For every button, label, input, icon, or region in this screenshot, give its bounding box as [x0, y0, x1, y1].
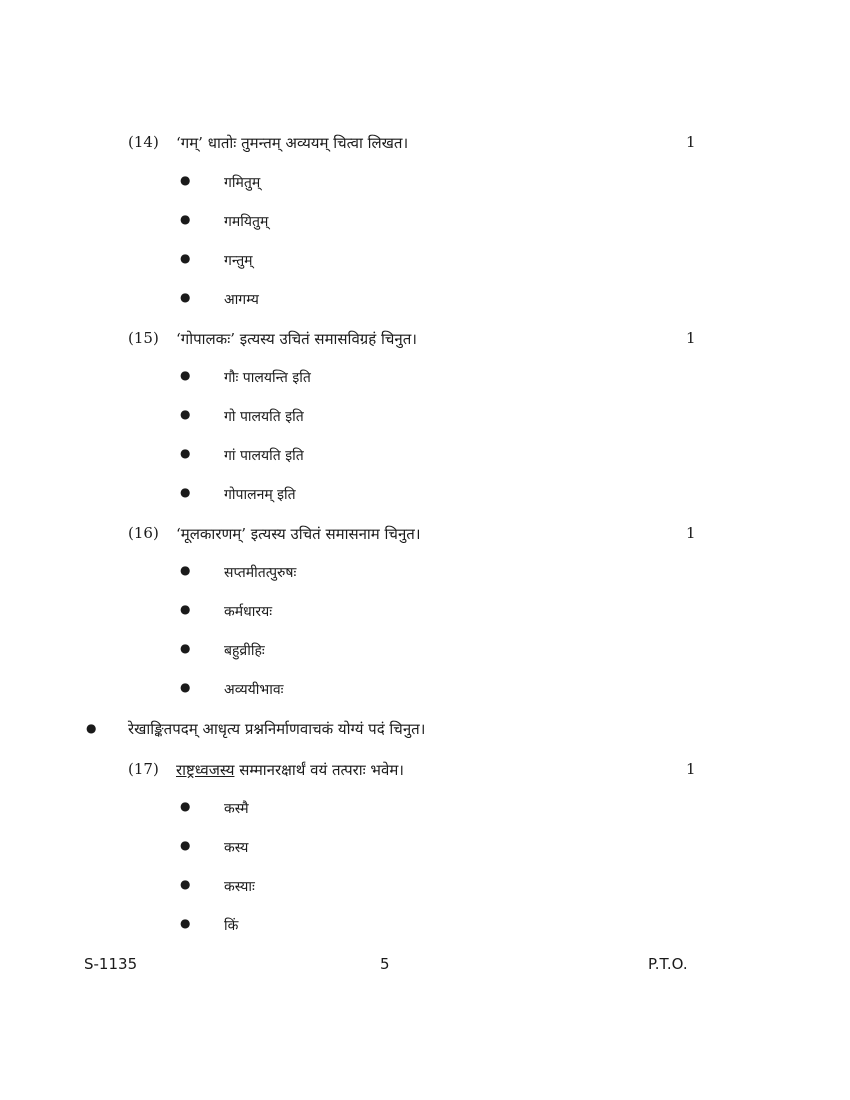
page-number: 5	[380, 955, 390, 973]
bullet-icon: ●	[180, 680, 191, 694]
question-marks: 1	[686, 133, 696, 151]
question-marks: 1	[686, 329, 696, 347]
bullet-icon: ●	[180, 173, 191, 187]
question-text: ‘मूलकारणम्’ इत्यस्य उचितं समासनाम चिनुत।	[176, 525, 421, 543]
bullet-icon: ●	[180, 563, 191, 577]
bullet-icon: ●	[180, 251, 191, 265]
question-marks: 1	[686, 760, 696, 778]
bullet-icon: ●	[180, 877, 191, 891]
bullet-icon: ●	[180, 407, 191, 421]
question-number: (17)	[128, 760, 159, 778]
paper-code: S-1135	[84, 955, 138, 973]
bullet-icon: ●	[180, 838, 191, 852]
question-text: राष्ट्रध्वजस्य सम्मानरक्षार्थं वयं तत्पराः भवेम।	[176, 761, 404, 779]
question-marks: 1	[686, 524, 696, 542]
bullet-icon: ●	[180, 368, 191, 382]
bullet-icon: ●	[180, 485, 191, 499]
bullet-icon: ●	[180, 916, 191, 930]
underlined-word: राष्ट्रध्वजस्य	[176, 761, 235, 779]
question-number: (16)	[128, 524, 159, 542]
question-text: ‘गम्’ धातोः तुमन्तम् अव्ययम् चित्वा लिखत।	[176, 134, 409, 152]
bullet-icon: ●	[180, 212, 191, 226]
question-text: ‘गोपालकः’ इत्यस्य उचितं समासविग्रहं चिनुत।	[176, 330, 417, 348]
question-number: (14)	[128, 133, 159, 151]
section-instruction: रेखाङ्कितपदम् आधृत्य प्रश्ननिर्माणवाचकं योग्यं पदं चिनुत।	[128, 720, 426, 738]
bullet-icon: ●	[180, 641, 191, 655]
pto-label: P.T.O.	[648, 955, 688, 973]
bullet-icon: ●	[180, 290, 191, 304]
question-number: (15)	[128, 329, 159, 347]
bullet-icon: ●	[180, 799, 191, 813]
bullet-icon: ●	[86, 721, 97, 735]
bullet-icon: ●	[180, 446, 191, 460]
bullet-icon: ●	[180, 602, 191, 616]
